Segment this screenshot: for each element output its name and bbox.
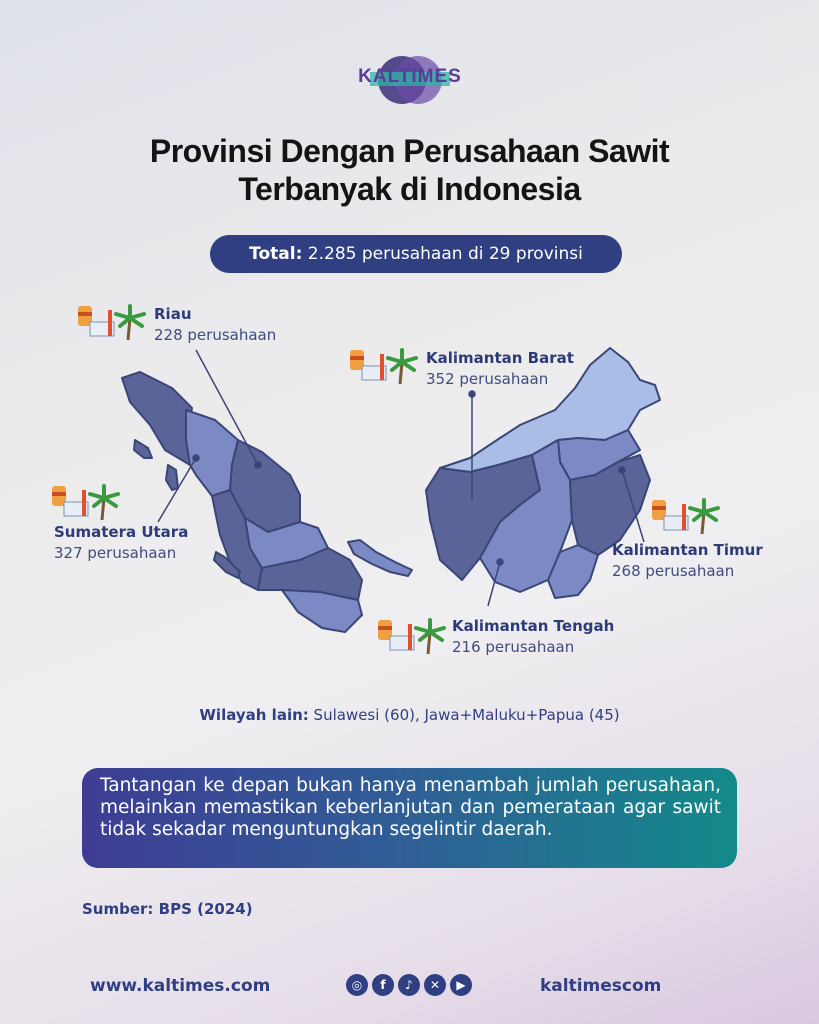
- palm-oil-factory-icon: [650, 494, 722, 538]
- tiktok-icon[interactable]: ♪: [398, 974, 420, 996]
- other-regions-text: Sulawesi (60), Jawa+Maluku+Papua (45): [313, 706, 620, 724]
- label-sumatera-utara: [54, 522, 188, 564]
- palm-oil-factory-icon: [376, 614, 448, 658]
- region-count: 228 perusahaan: [154, 326, 277, 344]
- bangka-island: [348, 540, 412, 576]
- title-line-2: Terbanyak di Indonesia: [238, 171, 581, 207]
- source-note: Sumber: BPS (2024): [82, 900, 253, 918]
- label-riau: [154, 304, 276, 346]
- footer-website[interactable]: www.kaltimes.com: [90, 976, 271, 996]
- region-count: 327 perusahaan: [54, 544, 177, 562]
- label-kalimantan-timur: [612, 540, 763, 582]
- region-name: Kalimantan Tengah: [452, 617, 615, 635]
- label-kalimantan-barat: [426, 348, 574, 390]
- sumatra-island: [122, 372, 412, 632]
- total-badge: [210, 235, 622, 273]
- facebook-icon[interactable]: f: [372, 974, 394, 996]
- palm-oil-factory-icon: [348, 344, 420, 388]
- region-name: Riau: [154, 305, 192, 323]
- sumatra-north-region: [122, 372, 192, 465]
- total-text: 2.285 perusahaan di 29 provinsi: [307, 244, 583, 264]
- page-title: [0, 132, 819, 208]
- other-regions-label: Wilayah lain:: [199, 706, 309, 724]
- total-label: Total:: [249, 244, 303, 264]
- region-name: Kalimantan Timur: [612, 541, 763, 559]
- social-icons: [346, 974, 472, 998]
- region-count: 216 perusahaan: [452, 638, 575, 656]
- region-name: Sumatera Utara: [54, 523, 189, 541]
- palm-oil-factory-icon: [76, 300, 148, 344]
- instagram-icon[interactable]: ◎: [346, 974, 368, 996]
- sumatra-nias-island: [166, 465, 178, 490]
- sumatra-small-island: [134, 440, 152, 458]
- region-name: Kalimantan Barat: [426, 349, 574, 367]
- logo-text: KALTIMES: [358, 66, 462, 87]
- label-kalimantan-tengah: [452, 616, 614, 658]
- region-count: 352 perusahaan: [426, 370, 549, 388]
- footer-handle[interactable]: kaltimescom: [540, 976, 662, 996]
- title-line-1: Provinsi Dengan Perusahaan Sawit: [149, 133, 670, 169]
- kaltimes-logo: [340, 52, 480, 108]
- callout-box: Tantangan ke depan bukan hanya menambah jumlah perusahaan, melainkan memastikan keberlanjutan dan pemerataan agar sawit tidak sekadar menguntungkan segelintir daerah.: [82, 768, 737, 868]
- youtube-icon[interactable]: ▶: [450, 974, 472, 996]
- x-icon[interactable]: ✕: [424, 974, 446, 996]
- palm-oil-factory-icon: [50, 480, 122, 524]
- other-regions-note: [0, 706, 819, 724]
- region-count: 268 perusahaan: [612, 562, 735, 580]
